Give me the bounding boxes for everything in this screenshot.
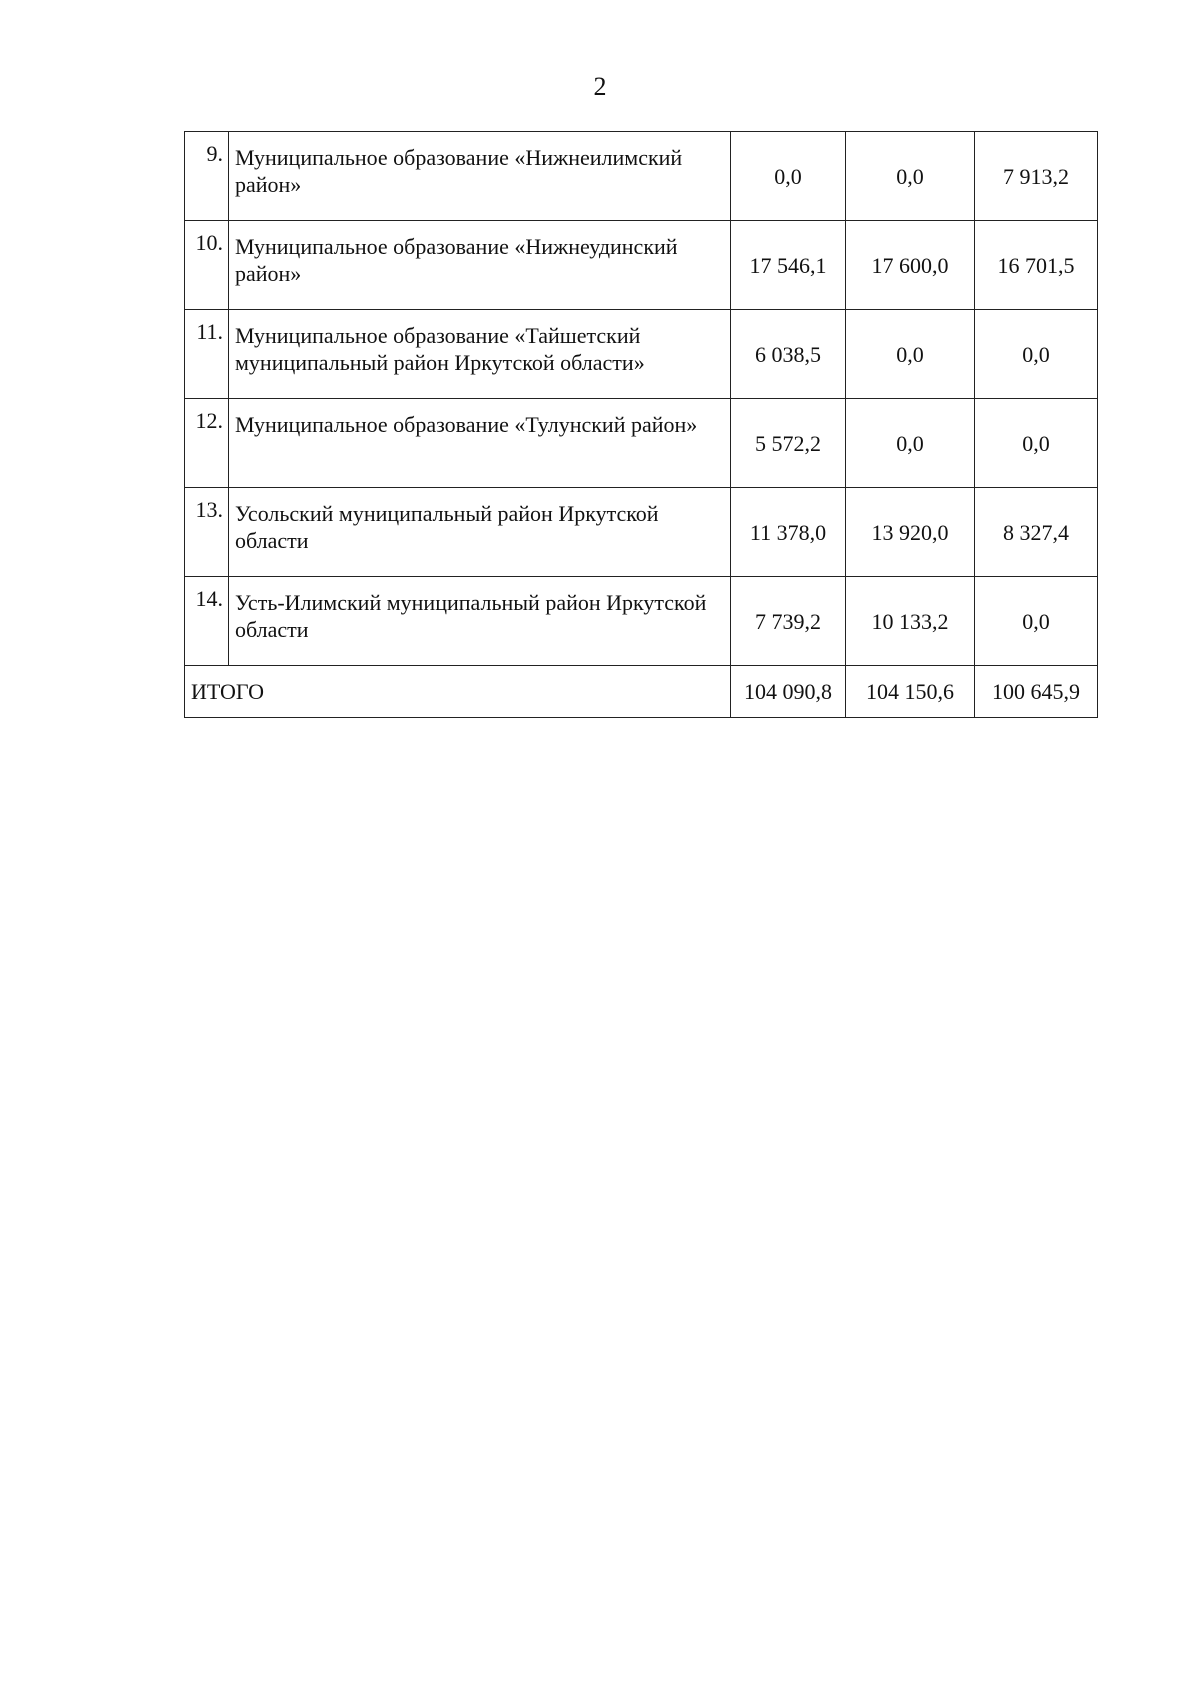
value-cell-2: 10 133,2 xyxy=(846,577,975,666)
table-row xyxy=(185,132,1098,221)
total-value-3: 100 645,9 xyxy=(975,666,1098,718)
total-label: ИТОГО xyxy=(185,666,731,718)
table-row xyxy=(185,310,1098,399)
value-cell-2: 0,0 xyxy=(846,310,975,399)
municipality-name: Муниципальное образование «Тайшетский муниципальный район Иркутской области» xyxy=(229,310,731,399)
row-number: 13. xyxy=(185,488,229,577)
value-cell-3: 7 913,2 xyxy=(975,132,1098,221)
row-number: 14. xyxy=(185,577,229,666)
table-row xyxy=(185,399,1098,488)
table-row xyxy=(185,488,1098,577)
value-cell-2: 13 920,0 xyxy=(846,488,975,577)
value-cell-3: 16 701,5 xyxy=(975,221,1098,310)
row-number: 12. xyxy=(185,399,229,488)
value-cell-1: 0,0 xyxy=(731,132,846,221)
value-cell-1: 7 739,2 xyxy=(731,577,846,666)
value-cell-1: 17 546,1 xyxy=(731,221,846,310)
value-cell-3: 0,0 xyxy=(975,577,1098,666)
row-number: 10. xyxy=(185,221,229,310)
value-cell-2: 0,0 xyxy=(846,399,975,488)
value-cell-3: 0,0 xyxy=(975,399,1098,488)
value-cell-2: 0,0 xyxy=(846,132,975,221)
municipality-name: Усольский муниципальный район Иркутской области xyxy=(229,488,731,577)
value-cell-1: 11 378,0 xyxy=(731,488,846,577)
total-value-2: 104 150,6 xyxy=(846,666,975,718)
value-cell-3: 0,0 xyxy=(975,310,1098,399)
budget-table xyxy=(184,131,1098,718)
municipality-name: Муниципальное образование «Нижнеудинский район» xyxy=(229,221,731,310)
table-row xyxy=(185,577,1098,666)
row-number: 9. xyxy=(185,132,229,221)
municipality-name: Муниципальное образование «Нижнеилимский район» xyxy=(229,132,731,221)
value-cell-2: 17 600,0 xyxy=(846,221,975,310)
table-row xyxy=(185,221,1098,310)
value-cell-3: 8 327,4 xyxy=(975,488,1098,577)
value-cell-1: 5 572,2 xyxy=(731,399,846,488)
value-cell-1: 6 038,5 xyxy=(731,310,846,399)
total-value-1: 104 090,8 xyxy=(731,666,846,718)
municipality-name: Муниципальное образование «Тулунский район» xyxy=(229,399,731,488)
municipality-name: Усть-Илимский муниципальный район Иркутской области xyxy=(229,577,731,666)
row-number: 11. xyxy=(185,310,229,399)
page-number: 2 xyxy=(593,72,607,101)
total-row xyxy=(185,666,1098,718)
